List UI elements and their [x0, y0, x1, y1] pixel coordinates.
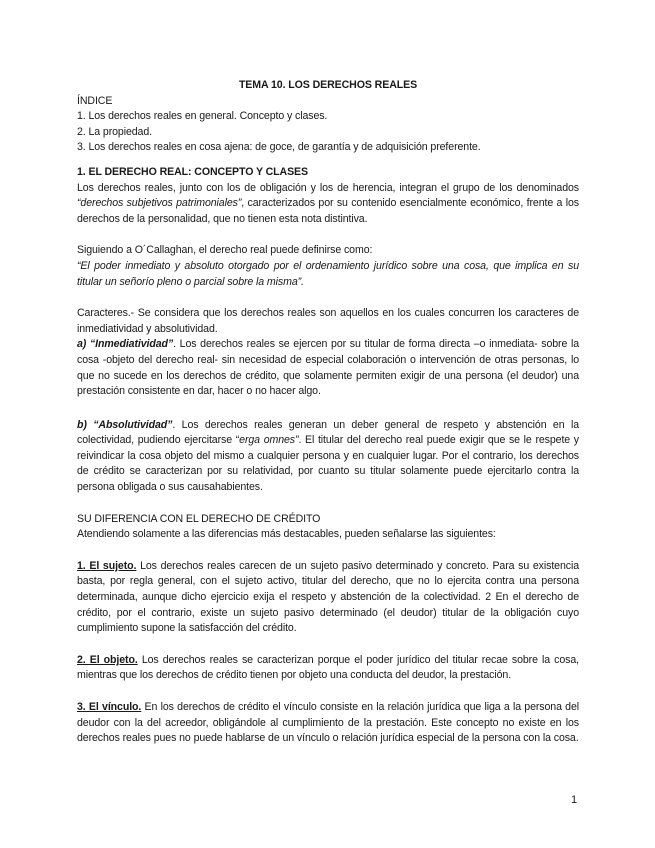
- definition-quote: [77, 259, 579, 290]
- paragraph: [77, 337, 579, 399]
- paragraph-text: , caracterizados por su contenido esencialmente económico, frente a los derechos de la personalidad, que no tienen esta nota distintiva.: [77, 197, 579, 225]
- paragraph-text: En los derechos de crédito el vínculo consiste en la relación jurídica que liga a la persona del deudor con la del acreedor, obligándole al cumplimiento de la prestación. Este concepto no existe en los derechos reales pues no puede hablarse de un vínculo o relación jurídica especial de la persona con la cosa.: [77, 701, 579, 745]
- document-title: TEMA 10. LOS DERECHOS REALES: [238, 79, 418, 91]
- index-item: 3. Los derechos reales en cosa ajena: de goce, de garantía y de adquisición preferente.: [77, 141, 481, 154]
- document-page: [77, 78, 579, 747]
- paragraph: Siguiendo a O´Callaghan, el derecho real puede definirse como:: [77, 244, 373, 257]
- item-label: 2. El objeto.: [77, 653, 138, 666]
- item-label: a) “Inmediatividad”: [77, 338, 174, 351]
- paragraph-text: . Los derechos reales se ejercen por su titular de forma directa –o inmediata- sobre la cosa -objeto del derecho real- sin necesidad de especial colaboración o intervención de otras personas, lo que no sucede en los derechos de crédito, que solamente permiten exigir de una persona (el deudor) una prestación consistente en dar, hacer o no hacer algo.: [77, 338, 579, 398]
- list-item: [77, 559, 579, 637]
- list-item: [77, 700, 579, 747]
- item-label: 1. El sujeto.: [77, 559, 137, 572]
- emphasis-text: “derechos subjetivos patrimoniales”: [77, 197, 242, 210]
- paragraph: Caracteres.- Se considera que los derechos reales son aquellos en los cuales concurren los caracteres de inmediatividad y absolutividad.: [77, 307, 579, 335]
- emphasis-text: erga omnes”: [239, 434, 299, 447]
- paragraph-text: . El titular del derecho real puede exigir que se le respete y reivindicar la cosa objeto del mismo a cualquier persona y en cualquier lugar. Por el contrario, los derechos de crédito se caracterizan por su relatividad, por cuanto su titular solamente puede ejercitarlo contra la persona obligada o sus causahabientes.: [77, 434, 579, 494]
- item-label: b) “Absolutividad”: [77, 418, 173, 431]
- section-heading: SU DIFERENCIA CON EL DERECHO DE CRÉDITO: [77, 512, 321, 525]
- paragraph: [77, 418, 579, 496]
- paragraph-text: Los derechos reales carecen de un sujeto pasivo determinado y concreto. Para su existencia basta, por regla general, con el sujeto activo, titular del derecho, que no lo ejercita contra una persona determinada, aunque dicho ejercicio exija el respeto y abstención de la colectividad. 2 En el derecho de crédito, por el contrario, existe un sujeto pasivo determinado (el deudor) titular de la obligación cuyo cumplimiento supone la satisfacción del crédito.: [77, 559, 579, 635]
- index-item: 2. La propiedad.: [77, 125, 152, 138]
- quote-text: “El poder inmediato y absoluto otorgado por el ordenamiento jurídico sobre una cosa, que implica en su titular un señorío pleno o parcial sobre la misma”.: [77, 259, 579, 288]
- index-heading: ÍNDICE: [77, 94, 113, 107]
- paragraph-text: . Los derechos reales generan un deber general de respeto y abstención en la colectividad, pudiendo ejercitarse “: [77, 418, 579, 447]
- paragraph: Atendiendo solamente a las diferencias más destacables, pueden señalarse las siguientes:: [77, 528, 496, 541]
- paragraph: [77, 181, 579, 228]
- list-item: [77, 653, 579, 684]
- paragraph-text: Los derechos reales, junto con los de obligación y los de herencia, integran el grupo de los denominados: [77, 181, 579, 194]
- page-number: 1: [571, 794, 578, 806]
- section-heading: 1. EL DERECHO REAL: CONCEPTO Y CLASES: [77, 165, 308, 178]
- paragraph-text: Los derechos reales se caracterizan porque el poder jurídico del titular recae sobre la cosa, mientras que los derechos de crédito tienen por objeto una conducta del deudor, la prestación.: [77, 653, 579, 682]
- index-item: 1. Los derechos reales en general. Concepto y clases.: [77, 110, 328, 123]
- item-label: 3. El vínculo.: [77, 701, 142, 713]
